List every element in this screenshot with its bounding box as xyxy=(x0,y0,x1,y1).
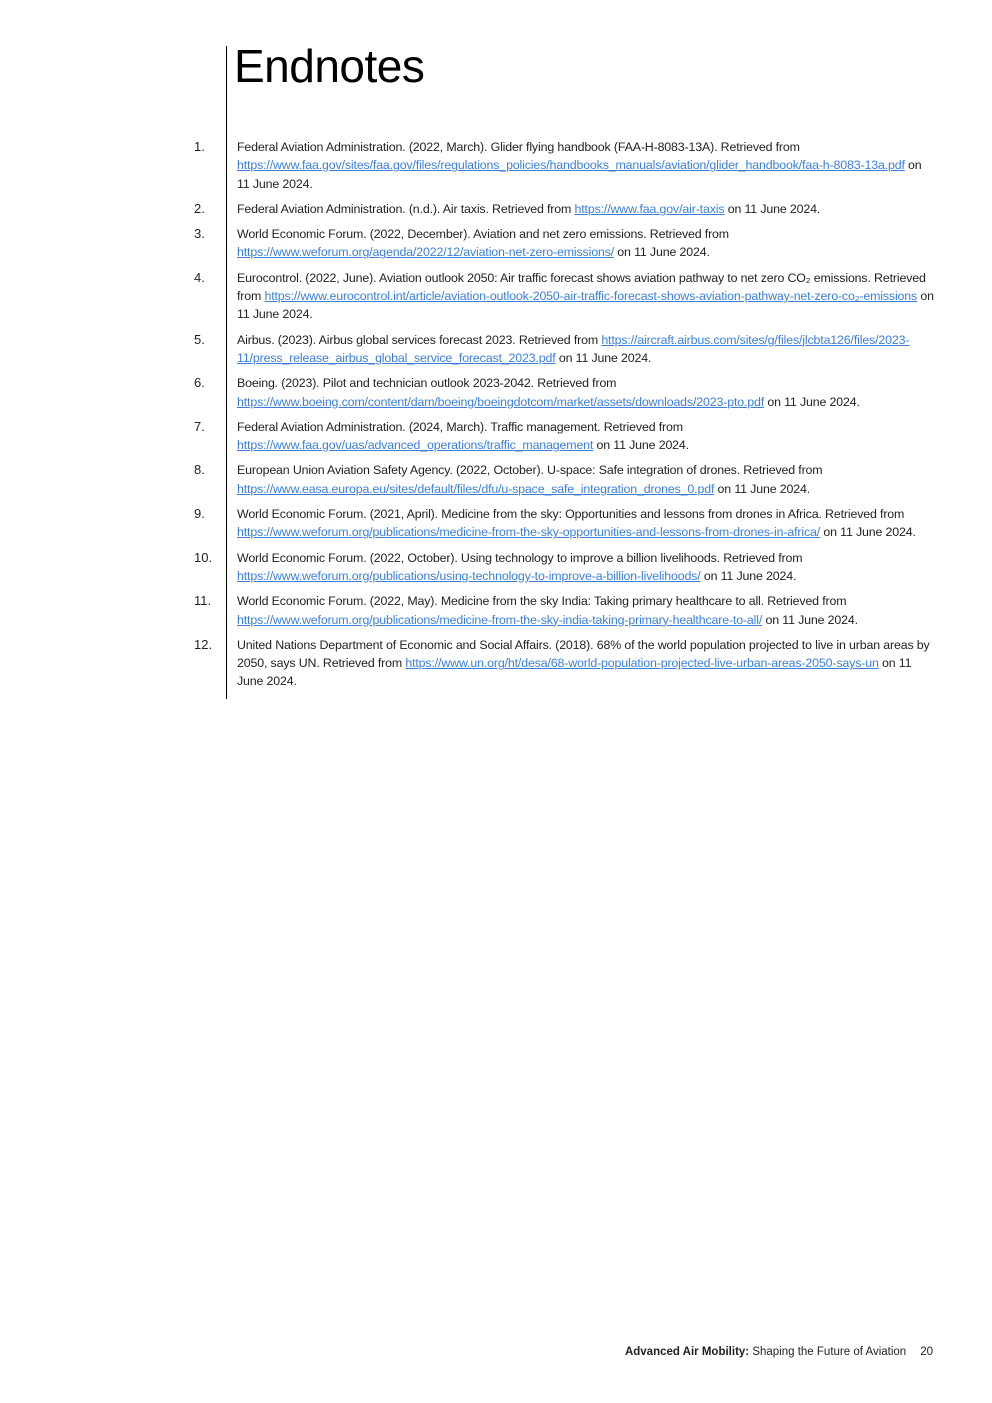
endnote-7 xyxy=(0,418,992,455)
endnote-text xyxy=(237,269,935,324)
endnote-text xyxy=(237,636,935,691)
endnote-accessed: on 11 June 2024. xyxy=(714,481,810,496)
endnote-text xyxy=(237,138,935,193)
page-footer xyxy=(625,1346,933,1358)
endnote-accessed: on 11 June 2024. xyxy=(700,568,797,583)
endnote-text xyxy=(237,374,935,411)
endnote-citation: World Economic Forum. (2022, October). Using technology to improve a billion livelihoods. Retrieved from xyxy=(237,550,803,565)
endnote-accessed: on 11 June 2024. xyxy=(237,158,922,191)
endnote-accessed: on 11 June 2024. xyxy=(237,656,912,689)
endnote-citation: European Union Aviation Safety Agency. (2022, October). U-space: Safe integration of drones. Retrieved from xyxy=(237,463,823,478)
endnote-text xyxy=(237,200,935,218)
endnote-text xyxy=(237,461,935,498)
endnote-number: 2. xyxy=(194,200,205,216)
endnote-link[interactable]: https://www.weforum.org/publications/using-technology-to-improve-a-billion-livelihoods/ xyxy=(237,568,701,583)
endnote-6 xyxy=(0,374,992,411)
endnote-text xyxy=(237,225,935,262)
endnote-accessed: on 11 June 2024. xyxy=(593,438,689,453)
endnote-number: 8. xyxy=(194,462,205,478)
endnote-citation: Federal Aviation Administration. (2022, March). Glider flying handbook (FAA-H-8083-13A). Retrieved from xyxy=(237,140,800,154)
endnote-3 xyxy=(0,225,992,262)
endnote-8 xyxy=(0,461,992,498)
endnote-link[interactable]: https://www.weforum.org/publications/medicine-from-the-sky-india-taking-primary-healthcare-to-all/ xyxy=(237,612,763,627)
footer-report-title: Shaping the Future of Aviation xyxy=(749,1346,907,1358)
endnote-9 xyxy=(0,505,992,542)
endnote-number: 11. xyxy=(194,593,212,609)
endnote-number: 5. xyxy=(194,331,205,347)
endnote-text xyxy=(237,505,935,542)
endnote-12 xyxy=(0,636,992,691)
endnote-accessed: on 11 June 2024. xyxy=(820,525,916,540)
endnote-number: 1. xyxy=(194,139,205,154)
endnote-accessed: on 11 June 2024. xyxy=(764,394,860,409)
endnote-text xyxy=(237,418,935,455)
endnote-4 xyxy=(0,269,992,324)
endnote-accessed: on 11 June 2024. xyxy=(762,612,858,627)
endnote-citation: Boeing. (2023). Pilot and technician outlook 2023-2042. Retrieved from xyxy=(237,376,617,391)
page-title: Endnotes xyxy=(234,40,425,92)
endnote-link[interactable]: https://www.weforum.org/publications/medicine-from-the-sky-opportunities-and-lessons-from-drones-in-africa/ xyxy=(237,525,821,540)
endnote-link[interactable]: https://www.easa.europa.eu/sites/default/files/dfu/u-space_safe_integration_drones_0.pdf xyxy=(237,481,715,496)
endnote-link[interactable]: https://www.faa.gov/uas/advanced_operations/traffic_management xyxy=(237,438,594,453)
endnote-link[interactable]: https://www.weforum.org/agenda/2022/12/aviation-net-zero-emissions/ xyxy=(237,245,615,260)
endnote-accessed: on 11 June 2024. xyxy=(237,289,934,322)
endnote-text xyxy=(237,549,935,586)
endnote-citation: United Nations Department of Economic and Social Affairs. (2018). 68% of the world population projected to live in urban areas by 2050, says UN. Retrieved from xyxy=(237,637,930,671)
endnote-link[interactable]: https://www.un.org/ht/desa/68-world-population-projected-live-urban-areas-2050-says-un xyxy=(405,656,879,671)
endnote-accessed: on 11 June 2024. xyxy=(555,350,652,365)
endnote-link[interactable]: https://aircraft.airbus.com/sites/g/files/jlcbta126/files/2023-11/press_release_airbus_global_service_forecast_2023.pdf xyxy=(237,332,910,365)
endnote-text xyxy=(237,592,935,629)
endnote-citation: Airbus. (2023). Airbus global services forecast 2023. Retrieved from xyxy=(237,332,602,347)
page-number: 20 xyxy=(920,1346,933,1358)
endnotes-list xyxy=(0,138,992,698)
endnote-citation: World Economic Forum. (2022, May). Medicine from the sky India: Taking primary healthcare to all. Retrieved from xyxy=(237,594,847,609)
endnote-number: 7. xyxy=(194,418,205,434)
endnote-10 xyxy=(0,549,992,586)
endnote-2 xyxy=(0,200,992,218)
endnote-accessed: on 11 June 2024. xyxy=(614,245,710,260)
endnote-number: 3. xyxy=(194,226,205,242)
endnote-number: 9. xyxy=(194,506,205,522)
endnote-link[interactable]: https://www.faa.gov/sites/faa.gov/files/regulations_policies/handbooks_manuals/aviation/glider_handbook/faa-h-8083-13a.pdf xyxy=(237,158,905,173)
endnote-number: 6. xyxy=(194,375,205,391)
endnote-citation: Federal Aviation Administration. (2024, March). Traffic management. Retrieved from xyxy=(237,419,683,434)
endnote-citation: World Economic Forum. (2021, April). Medicine from the sky: Opportunities and lessons from drones in Africa. Retrieved from xyxy=(237,507,905,522)
endnote-1 xyxy=(0,138,992,193)
endnote-link[interactable]: https://www.boeing.com/content/dam/boeing/boeingdotcom/market/assets/downloads/2023-pto.pdf xyxy=(237,394,765,409)
endnote-number: 4. xyxy=(194,269,205,285)
endnote-number: 10. xyxy=(194,549,213,565)
endnote-text xyxy=(237,331,935,368)
endnote-accessed: on 11 June 2024. xyxy=(724,201,821,216)
footer-report-title-bold: Advanced Air Mobility: xyxy=(624,1346,750,1358)
endnote-citation: World Economic Forum. (2022, December). Aviation and net zero emissions. Retrieved from xyxy=(237,227,729,242)
endnote-citation: Eurocontrol. (2022, June). Aviation outlook 2050: Air traffic forecast shows aviation pathway to net zero CO₂ emissions. Retrieved from xyxy=(237,270,926,304)
endnote-link[interactable]: https://www.eurocontrol.int/article/aviation-outlook-2050-air-traffic-forecast-shows-aviation-pathway-net-zero-co₂-emissions xyxy=(264,289,918,304)
endnote-5 xyxy=(0,331,992,368)
endnote-number: 12. xyxy=(194,636,213,652)
endnote-citation: Federal Aviation Administration. (n.d.). Air taxis. Retrieved from xyxy=(237,201,575,216)
endnote-link[interactable]: https://www.faa.gov/air-taxis xyxy=(574,201,725,216)
endnote-11 xyxy=(0,592,992,629)
